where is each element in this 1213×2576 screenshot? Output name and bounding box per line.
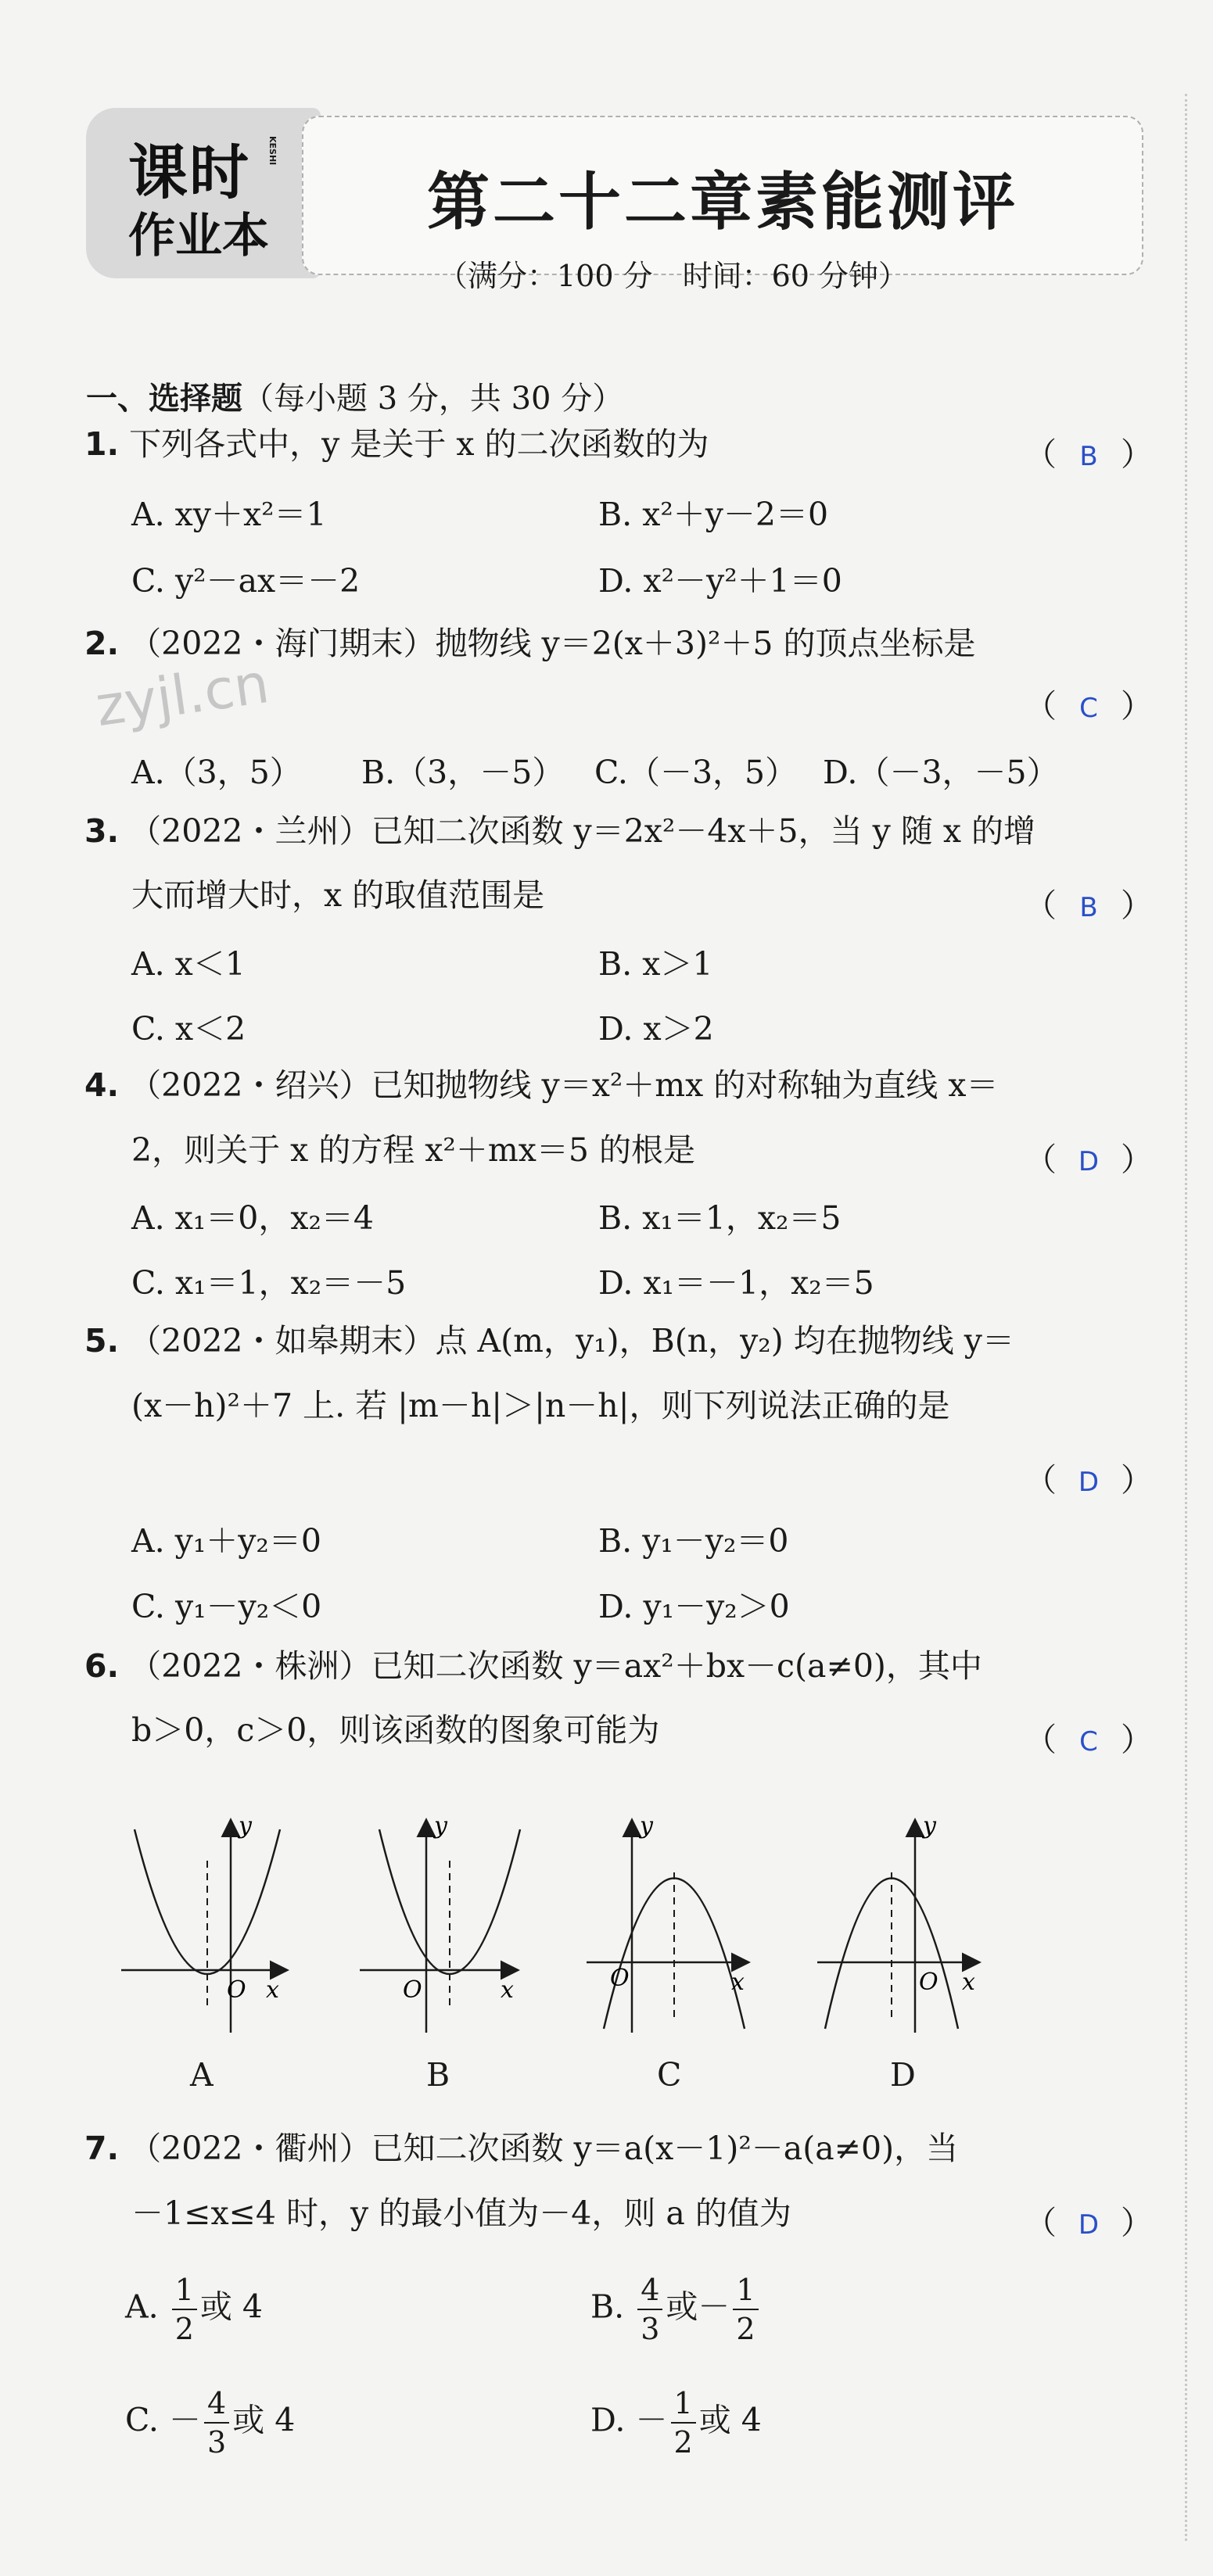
option-label: B. xyxy=(590,2288,625,2326)
option-tail: 或－ xyxy=(666,2288,730,2326)
question-7 xyxy=(84,2115,958,2182)
graph-b xyxy=(360,1812,520,2033)
svg-text:y: y xyxy=(640,1812,653,1840)
fraction xyxy=(733,2271,758,2348)
option-a: A. y₁＋y₂＝0 xyxy=(131,1522,321,1560)
svg-text:O: O xyxy=(403,1976,422,2004)
graph-label-d: D xyxy=(890,2056,916,2094)
graph-label-b: B xyxy=(426,2056,450,2094)
option-c: C. x＜2 xyxy=(131,1010,246,1048)
denominator: 3 xyxy=(641,2312,660,2346)
option-sign: － xyxy=(169,2401,201,2439)
answer-value: C xyxy=(1079,693,1098,724)
svg-text:O: O xyxy=(227,1976,246,2004)
option-tail: 或 4 xyxy=(199,2288,264,2326)
numerator: 1 xyxy=(671,2384,696,2424)
question-number: 6. xyxy=(84,1647,120,1685)
answer-7: （ D ） xyxy=(1025,2204,1153,2241)
answer-value: B xyxy=(1079,892,1098,923)
svg-text:x: x xyxy=(501,1976,514,2004)
question-text: （2022・株洲）已知二次函数 y＝ax²＋bx－c(a≠0)，其中 xyxy=(129,1647,982,1685)
question-text: （2022・如皋期末）点 A(m，y₁)，B(n，y₂) 均在抛物线 y＝ xyxy=(129,1322,1014,1360)
svg-text:x: x xyxy=(266,1976,279,2004)
answer-value: B xyxy=(1079,441,1098,472)
question-4 xyxy=(84,1052,998,1119)
svg-text:y: y xyxy=(923,1812,936,1840)
svg-text:y: y xyxy=(434,1812,447,1840)
question-3-line2: 大而增大时，x 的取值范围是 xyxy=(131,876,545,914)
option-c xyxy=(125,2384,295,2461)
answer-1: （ B ） xyxy=(1025,435,1153,473)
question-5-line2: (x－h)²＋7 上. 若 |m－h|＞|n－h|，则下列说法正确的是 xyxy=(131,1387,950,1424)
question-2 xyxy=(84,610,976,677)
option-tail: 或 4 xyxy=(698,2401,762,2439)
option-d: D. x＞2 xyxy=(598,1010,714,1048)
answer-5: （ D ） xyxy=(1025,1461,1153,1499)
page-title: 第二十二章素能测评 xyxy=(427,166,1018,238)
parabola-graphs xyxy=(109,1798,1032,2048)
option-d: D. x₁＝－1，x₂＝5 xyxy=(598,1264,874,1302)
option-d: D. x²－y²＋1＝0 xyxy=(598,562,842,600)
question-text: （2022・兰州）已知二次函数 y＝2x²－4x＋5，当 y 随 x 的增 xyxy=(129,812,1036,850)
answer-2: （ C ） xyxy=(1025,687,1153,725)
fraction xyxy=(637,2271,662,2348)
question-number: 3. xyxy=(84,812,120,850)
question-text: 下列各式中，y 是关于 x 的二次函数的为 xyxy=(129,425,709,463)
option-a: A. xy＋x²＝1 xyxy=(131,496,327,533)
answer-value: D xyxy=(1078,1467,1100,1498)
svg-text:O: O xyxy=(919,1969,938,1996)
graph-c xyxy=(587,1812,747,2033)
section-note: （每小题 3 分，共 30 分） xyxy=(242,381,624,417)
svg-text:x: x xyxy=(962,1969,975,1996)
graph-d xyxy=(817,1812,978,2033)
logo-line2: 作业本 xyxy=(128,209,269,263)
denominator: 2 xyxy=(736,2312,755,2346)
option-d: D. y₁－y₂＞0 xyxy=(598,1588,790,1625)
option-c: C.（－3，5） xyxy=(594,754,798,791)
option-label: C. xyxy=(125,2401,159,2439)
fraction xyxy=(204,2384,229,2461)
question-number: 5. xyxy=(84,1322,120,1360)
fraction xyxy=(671,2384,696,2461)
option-label: A. xyxy=(125,2288,159,2326)
answer-3: （ B ） xyxy=(1025,887,1153,924)
question-5 xyxy=(84,1307,1014,1374)
question-text: （2022・海门期末）抛物线 y＝2(x＋3)²＋5 的顶点坐标是 xyxy=(129,625,976,662)
page-subtitle: （满分：100 分 时间：60 分钟） xyxy=(438,259,909,293)
numerator: 4 xyxy=(204,2384,229,2424)
question-number: 2. xyxy=(84,625,120,662)
option-b: B. x₁＝1，x₂＝5 xyxy=(598,1199,842,1237)
option-b: B. x²＋y－2＝0 xyxy=(598,496,829,533)
option-tail: 或 4 xyxy=(232,2401,296,2439)
question-number: 7. xyxy=(84,2130,120,2167)
denominator: 2 xyxy=(673,2425,693,2460)
question-7-line2: －1≤x≤4 时，y 的最小值为－4，则 a 的值为 xyxy=(131,2194,791,2232)
option-a: A. x₁＝0，x₂＝4 xyxy=(131,1199,374,1237)
answer-value: D xyxy=(1078,2209,1100,2241)
option-c: C. y₁－y₂＜0 xyxy=(131,1588,322,1625)
graph-label-c: C xyxy=(657,2056,682,2094)
question-4-line2: 2，则关于 x 的方程 x²＋mx＝5 的根是 xyxy=(131,1131,695,1169)
option-a xyxy=(125,2271,263,2348)
svg-text:x: x xyxy=(731,1969,745,1996)
answer-value: D xyxy=(1078,1146,1100,1177)
question-text: （2022・衢州）已知二次函数 y＝a(x－1)²－a(a≠0)，当 xyxy=(129,2130,959,2167)
logo-line1: 课时 xyxy=(128,138,250,207)
option-label: D. xyxy=(590,2401,626,2439)
option-a: A. x＜1 xyxy=(131,945,246,983)
option-a: A.（3，5） xyxy=(131,754,302,791)
question-3 xyxy=(84,797,1035,865)
option-b: B. y₁－y₂＝0 xyxy=(598,1522,789,1560)
question-text: （2022・绍兴）已知抛物线 y＝x²＋mx 的对称轴为直线 x＝ xyxy=(129,1066,999,1104)
fraction xyxy=(172,2271,197,2348)
answer-value: C xyxy=(1079,1726,1098,1757)
option-d xyxy=(590,2384,762,2461)
answer-6: （ C ） xyxy=(1025,1721,1153,1758)
numerator: 1 xyxy=(733,2271,758,2310)
option-d: D.（－3，－5） xyxy=(823,754,1059,791)
svg-text:y: y xyxy=(239,1812,252,1840)
denominator: 3 xyxy=(207,2425,227,2460)
graph-label-a: A xyxy=(190,2056,214,2094)
question-6-line2: b＞0，c＞0，则该函数的图象可能为 xyxy=(131,1711,660,1749)
option-b xyxy=(590,2271,762,2348)
watermark: zyjl.cn xyxy=(92,650,273,740)
denominator: 2 xyxy=(174,2312,194,2346)
question-1 xyxy=(84,410,709,478)
graph-a xyxy=(121,1812,285,2033)
logo xyxy=(86,108,321,278)
logo-pinyin: KESHI xyxy=(267,136,278,166)
option-sign: － xyxy=(635,2401,668,2439)
option-c: C. y²－ax＝－2 xyxy=(131,562,361,600)
numerator: 1 xyxy=(172,2271,197,2310)
question-number: 4. xyxy=(84,1066,120,1104)
svg-text:O: O xyxy=(610,1965,630,1992)
margin-rule xyxy=(1185,94,1187,2541)
section-title: 一、选择题 xyxy=(86,381,242,417)
question-number: 1. xyxy=(84,425,120,463)
option-c: C. x₁＝1，x₂＝－5 xyxy=(131,1264,407,1302)
option-b: B.（3，－5） xyxy=(361,754,565,791)
answer-4: （ D ） xyxy=(1025,1141,1153,1178)
question-6 xyxy=(84,1632,982,1700)
option-b: B. x＞1 xyxy=(598,945,713,983)
numerator: 4 xyxy=(637,2271,662,2310)
